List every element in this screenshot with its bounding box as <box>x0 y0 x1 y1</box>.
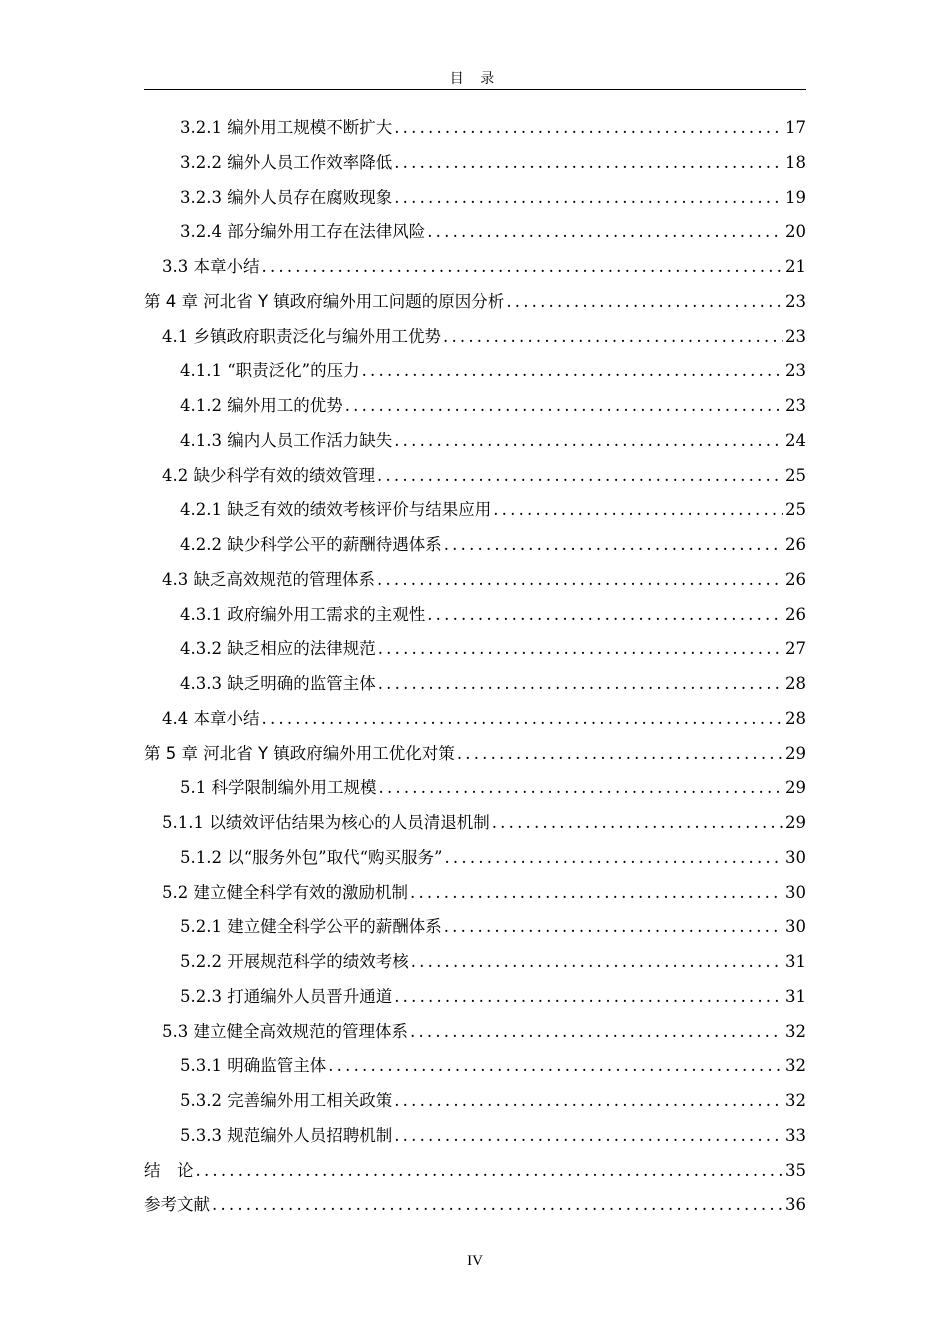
toc-entry-page: 28 <box>785 674 806 693</box>
toc-dot-leader <box>394 146 783 181</box>
toc-entry-title: 第 5 章 河北省 Y 镇政府编外用工优化对策 <box>144 743 455 763</box>
toc-entry-page: 24 <box>785 430 806 450</box>
toc-entry[interactable] <box>144 146 806 181</box>
toc-dot-leader <box>443 320 783 355</box>
toc-entry-title: 4.3.3 缺乏明确的监管主体 <box>180 674 376 693</box>
toc-entry-title: 4.3.2 缺乏相应的法律规范 <box>180 639 376 659</box>
toc-entry-page: 32 <box>785 1056 806 1076</box>
toc-entry-title: 4.1 乡镇政府职责泛化与编外用工优势 <box>162 326 441 346</box>
toc-entry-page: 29 <box>785 743 806 763</box>
toc-entry-title: 4.3.1 政府编外用工需求的主观性 <box>180 604 426 624</box>
toc-entry[interactable] <box>144 563 806 598</box>
toc-entry-title: 4.2.2 缺少科学公平的薪酬待遇体系 <box>180 535 442 554</box>
toc-entry-page: 29 <box>785 813 806 832</box>
toc-dot-leader <box>427 598 783 633</box>
toc-entry[interactable] <box>144 667 806 702</box>
toc-dot-leader <box>345 389 783 424</box>
toc-entry[interactable] <box>144 459 806 494</box>
toc-entry[interactable] <box>144 389 806 424</box>
toc-entry-page: 32 <box>785 1091 806 1110</box>
toc-entry-page: 30 <box>785 847 806 867</box>
toc-entry-title: 5.2.3 打通编外人员晋升通道 <box>180 986 393 1006</box>
toc-entry-page: 26 <box>785 569 806 589</box>
toc-dot-leader <box>410 1015 783 1050</box>
running-header: 目 录 <box>449 71 501 87</box>
toc-entry-page: 21 <box>785 257 806 276</box>
page-number: IV <box>467 1253 483 1269</box>
toc-entry-title: 4.1.3 编内人员工作活力缺失 <box>180 430 393 450</box>
toc-dot-leader <box>362 354 783 389</box>
toc-entry[interactable] <box>144 806 806 841</box>
toc-entry-page: 23 <box>785 396 806 415</box>
toc-dot-leader <box>493 493 783 528</box>
toc-dot-leader <box>444 841 783 876</box>
toc-entry[interactable] <box>144 181 806 216</box>
toc-entry-title: 5.3.3 规范编外人员招聘机制 <box>180 1125 393 1145</box>
toc-entry-page: 23 <box>785 326 806 346</box>
toc-entry[interactable] <box>144 1188 806 1223</box>
toc-entry-page: 25 <box>785 465 806 485</box>
toc-dot-leader <box>328 1049 783 1084</box>
toc-entry[interactable] <box>144 876 806 911</box>
toc-entry-page: 27 <box>785 639 806 659</box>
toc-dot-leader <box>394 980 783 1015</box>
toc-entry[interactable] <box>144 215 806 250</box>
toc-entry-title: 5.1.2 以“服务外包”取代“购买服务” <box>180 847 443 867</box>
toc-entry-title: 3.2.3 编外人员存在腐败现象 <box>180 187 393 207</box>
toc-entry-page: 30 <box>785 917 806 937</box>
toc-entry-title: 4.4 本章小结 <box>162 708 260 728</box>
toc-entry[interactable] <box>144 910 806 945</box>
toc-dot-leader <box>196 1154 784 1189</box>
toc-entry[interactable] <box>144 702 806 737</box>
toc-entry-title: 5.2.2 开展规范科学的绩效考核 <box>180 952 409 971</box>
toc-entry-title: 4.1.1 “职责泛化”的压力 <box>180 361 360 381</box>
toc-entry[interactable] <box>144 424 806 459</box>
toc-dot-leader <box>394 181 783 216</box>
toc-entry[interactable] <box>144 1119 806 1154</box>
toc-entry-title: 5.3.2 完善编外用工相关政策 <box>180 1091 393 1110</box>
toc-entry-title: 5.1 科学限制编外用工规模 <box>180 778 377 798</box>
toc-entry[interactable] <box>144 1084 806 1119</box>
table-of-contents <box>144 111 806 1223</box>
toc-entry-title: 3.2.2 编外人员工作效率降低 <box>180 152 393 172</box>
header-rule <box>144 89 806 90</box>
toc-entry-title: 4.1.2 编外用工的优势 <box>180 396 343 415</box>
toc-dot-leader <box>394 1084 783 1119</box>
toc-entry[interactable] <box>144 841 806 876</box>
toc-dot-leader <box>262 250 784 285</box>
toc-entry-title: 参考文献 <box>144 1195 210 1215</box>
toc-entry[interactable] <box>144 320 806 355</box>
toc-entry-page: 26 <box>785 535 806 554</box>
toc-dot-leader <box>378 667 783 702</box>
toc-entry-page: 17 <box>785 118 806 137</box>
toc-entry[interactable] <box>144 111 806 146</box>
toc-entry-page: 29 <box>785 778 806 798</box>
toc-entry[interactable] <box>144 493 806 528</box>
toc-dot-leader <box>410 876 783 911</box>
toc-entry[interactable] <box>144 632 806 667</box>
toc-entry-title: 5.2.1 建立健全科学公平的薪酬体系 <box>180 917 442 937</box>
toc-dot-leader <box>492 806 783 841</box>
toc-entry-title: 4.2 缺少科学有效的绩效管理 <box>162 465 375 485</box>
toc-entry[interactable] <box>144 980 806 1015</box>
toc-entry[interactable] <box>144 1154 806 1189</box>
toc-entry-title: 5.3 建立健全高效规范的管理体系 <box>162 1021 408 1041</box>
toc-entry[interactable] <box>144 354 806 389</box>
toc-entry-page: 19 <box>785 187 806 207</box>
toc-entry-title: 4.3 缺乏高效规范的管理体系 <box>162 569 375 589</box>
toc-entry-title: 3.3 本章小结 <box>162 257 260 276</box>
toc-entry[interactable] <box>144 528 806 563</box>
toc-entry[interactable] <box>144 945 806 980</box>
toc-entry[interactable] <box>144 737 806 772</box>
toc-entry-title: 5.1.1 以绩效评估结果为核心的人员清退机制 <box>162 813 490 832</box>
toc-entry-page: 30 <box>785 882 806 902</box>
toc-entry[interactable] <box>144 250 806 285</box>
toc-entry[interactable] <box>144 285 806 320</box>
toc-entry-page: 32 <box>785 1021 806 1041</box>
toc-entry-page: 33 <box>785 1125 806 1145</box>
toc-dot-leader <box>411 945 783 980</box>
toc-dot-leader <box>377 563 783 598</box>
toc-entry-page: 36 <box>785 1195 806 1215</box>
toc-entry-page: 26 <box>785 604 806 624</box>
toc-entry-page: 23 <box>785 361 806 381</box>
toc-entry[interactable] <box>144 598 806 633</box>
toc-dot-leader <box>444 528 783 563</box>
toc-entry[interactable] <box>144 1049 806 1084</box>
toc-entry-page: 23 <box>785 291 806 311</box>
toc-entry-page: 28 <box>785 708 806 728</box>
toc-dot-leader <box>377 459 783 494</box>
toc-entry-page: 35 <box>785 1160 806 1180</box>
toc-dot-leader <box>457 737 783 772</box>
toc-dot-leader <box>379 771 784 806</box>
toc-entry-title: 3.2.4 部分编外用工存在法律风险 <box>180 222 426 242</box>
toc-dot-leader <box>394 111 783 146</box>
toc-entry-title: 5.3.1 明确监管主体 <box>180 1056 327 1076</box>
toc-dot-leader <box>262 702 784 737</box>
toc-entry-page: 31 <box>785 952 806 971</box>
toc-dot-leader <box>394 1119 783 1154</box>
toc-entry-title: 3.2.1 编外用工规模不断扩大 <box>180 118 393 137</box>
toc-dot-leader <box>378 632 783 667</box>
toc-entry-page: 18 <box>785 152 806 172</box>
toc-entry-title: 第 4 章 河北省 Y 镇政府编外用工问题的原因分析 <box>144 291 505 311</box>
toc-dot-leader <box>506 285 783 320</box>
toc-dot-leader <box>394 424 783 459</box>
toc-entry[interactable] <box>144 1015 806 1050</box>
toc-entry-title: 4.2.1 缺乏有效的绩效考核评价与结果应用 <box>180 500 492 520</box>
toc-dot-leader <box>427 215 783 250</box>
toc-entry-title: 5.2 建立健全科学有效的激励机制 <box>162 882 408 902</box>
toc-entry-page: 20 <box>785 222 806 242</box>
toc-entry-page: 31 <box>785 986 806 1006</box>
toc-entry[interactable] <box>144 771 806 806</box>
toc-entry-title: 结 论 <box>144 1160 194 1180</box>
toc-dot-leader <box>444 910 783 945</box>
toc-entry-page: 25 <box>785 500 806 520</box>
toc-dot-leader <box>212 1188 783 1223</box>
